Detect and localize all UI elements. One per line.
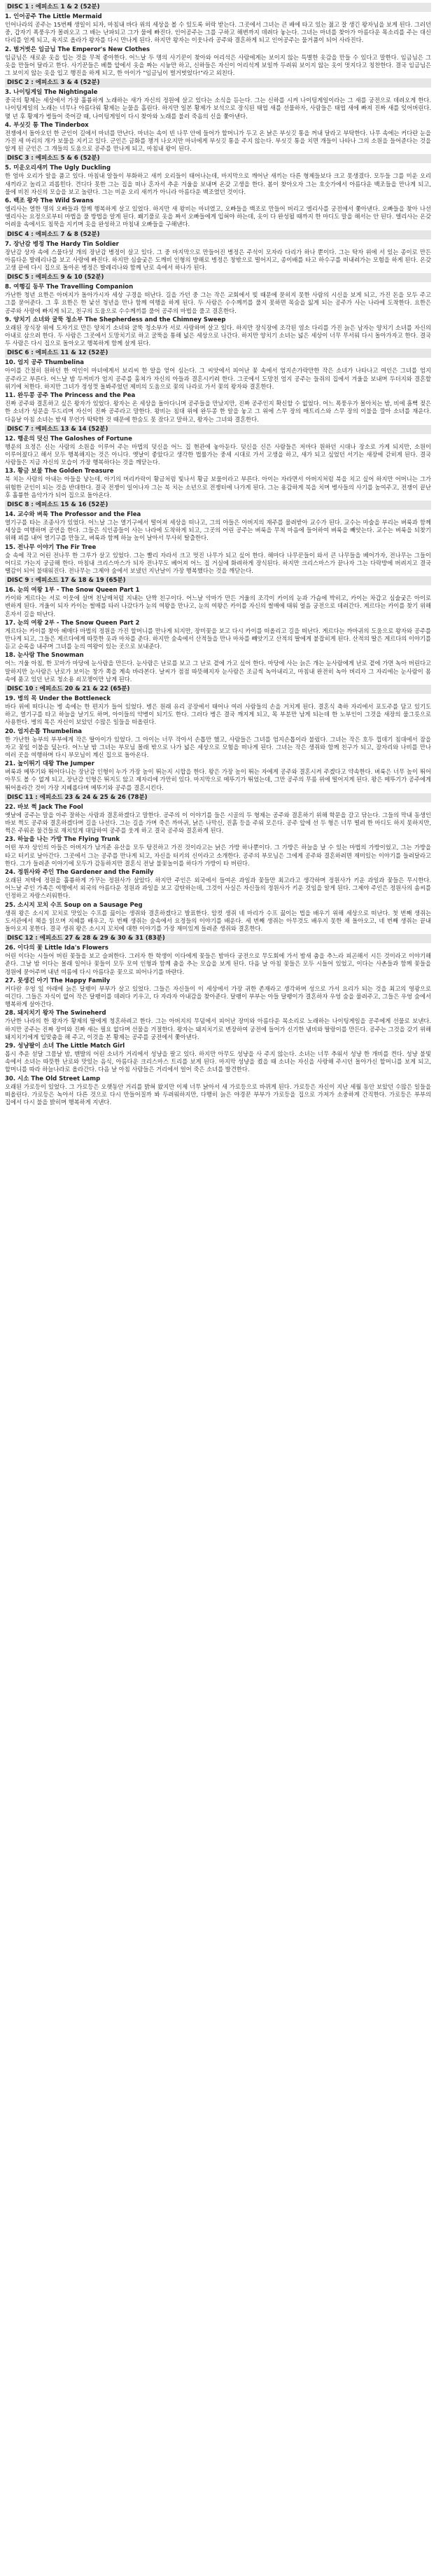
- story-title: 4. 부싯깃 통 The Tinderbox: [5, 121, 89, 129]
- disc-section: [5, 793, 431, 933]
- story-title: 14. 교수와 벼룩 The Professor and the Flea: [5, 510, 141, 518]
- story-description: 숲 속에 작고 어린 전나무 한 그루가 살고 있었다. 그는 빨리 자라서 크고 멋진 나무가 되고 싶어 한다. 해마다 나무꾼들이 와서 큰 나무들을 베어가자, 전나무는 그들이 어디로 가는지 궁금해 한다. 마침내 크리스마스가 되자 전나무도 베어져 어느 집 거실에 화려하게 장식된다. 하지만 크리스마스가 끝나자 그는 다락방에 버려지고 결국 땔감이 되어 불태워진다. 전나무는 그제야 숲에서 보냈던 지난날이 가장 행복했다는 것을 깨닫는다.: [5, 551, 431, 574]
- story-title: 26. 이다의 꽃 Little Ida's Flowers: [5, 945, 108, 952]
- story-description: 몹시 추운 섣달 그믐날 밤, 맨발의 어린 소녀가 거리에서 성냥을 팔고 있다. 하지만 아무도 성냥을 사 주지 않는다. 소녀는 너무 추워서 성냥 한 개비를 켠다. 성냥 불빛 속에서 소녀는 따뜻한 난로와 맛있는 음식, 아름다운 크리스마스 트리를 보게 된다. 마지막 성냥을 켰을 때 소녀는 자신을 사랑해 주시던 돌아가신 할머니를 보게 되고, 할머니를 따라 하늘나라로 올라간다. 다음 날 아침 사람들은 거리에서 얼어 죽은 소녀를 발견한다.: [5, 1050, 431, 1073]
- disc-section: [5, 576, 431, 683]
- story-description: 열기구를 타는 조종사가 있었다. 어느날 그는 열기구에서 떨어져 세상을 떠나고, 그의 아들은 아버지의 재주를 물려받아 교수가 된다. 교수는 마술을 부리는 벼룩과 함께 세상을 여행하며 공연을 한다. 그들은 식인종들이 사는 나라에 도착하게 되고, 그곳의 어린 공주는 벼룩을 무척 마음에 들어하여 벼룩을 빼앗는다. 교수는 벼룩을 되찾기 위해 꾀를 내어 열기구를 만들고, 벼룩과 함께 하늘 높이 날아서 무사히 탈출한다.: [5, 518, 431, 542]
- disc-header: DISC 10 : 에피소드 20 & 21 & 22 (65분): [5, 685, 431, 694]
- disc-section: [5, 3, 431, 77]
- story-title: 25. 소시지 꼬치 수프 Soup on a Sausage Peg: [5, 901, 143, 909]
- disc-header: DISC 6 : 에피소드 11 & 12 (52분): [5, 349, 431, 358]
- disc-header: DISC 4 : 에피소드 7 & 8 (52분): [5, 230, 431, 239]
- disc-section: [5, 230, 431, 272]
- disc-header: DISC 1 : 에피소드 1 & 2 (52분): [5, 3, 431, 12]
- story-description: 카이와 게르다는 서로 이웃에 살며 친남매처럼 지내는 단짝 친구이다. 어느날 악마가 만든 거울의 조각이 카이의 눈과 가슴에 박히고, 카이는 차갑고 심술궂은 아이로 변하게 된다. 겨울이 되자 카이는 썰매를 타러 나갔다가 눈의 여왕을 만나고, 눈의 여왕은 카이를 자신의 썰매에 태워 얼음 궁전으로 데려간다. 게르다는 카이를 찾기 위해 혼자서 길을 떠난다.: [5, 594, 431, 618]
- story-title: 5. 미운오리새끼 The Ugly Duckling: [5, 165, 111, 172]
- story-description: 북 치는 사람의 아내는 아들을 낳는데, 아기의 머리카락이 황금처럼 빛나서 황금 보물이라고 부른다. 아이는 자라면서 아버지처럼 북을 치고 싶어 하지만 어머니는 그가 위험한 군인이 되는 것을 반대한다. 결국 전쟁이 일어나자 그는 북 치는 소년으로 전쟁터에 나가게 된다. 그는 용감하게 북을 치며 병사들의 사기를 높여주고, 전쟁이 끝난 후 훌륭한 음악가가 되어 집으로 돌아온다.: [5, 475, 431, 499]
- disc-section: [5, 425, 431, 499]
- story-title: 17. 눈의 여왕 2부 - The Snow Queen Part 2: [5, 619, 140, 627]
- story-description: 생쥐 왕은 소시지 꼬치로 맛있는 수프를 끓이는 생쥐와 결혼하겠다고 발표한다. 암컷 생쥐 네 마리가 수프 끓이는 법을 배우기 위해 세상으로 떠난다. 첫 번째 생쥐는 도서관에서 책을 읽으며 지혜를 배우고, 두 번째 생쥐는 숲속에서 요정들의 이야기를 배운다. 세 번째 생쥐는 아무것도 배우지 못한 채 돌아오고, 네 번째 생쥐는 끝내 돌아오지 못한다. 결국 생쥐 왕은 소시지 꼬치에 대한 이야기를 가장 재미있게 들려준 생쥐와 결혼한다.: [5, 909, 431, 933]
- disc-header: DISC 9 : 에피소드 17 & 18 & 19 (65분): [5, 576, 431, 585]
- story-title: 7. 장난감 병정 The Hardy Tin Soldier: [5, 240, 119, 248]
- story-title: 16. 눈의 여왕 1부 - The Snow Queen Part 1: [5, 587, 140, 594]
- story-title: 18. 눈사람 The Snowman: [5, 652, 84, 660]
- story-title: 29. 성냥팔이 소녀 The Little Match Girl: [5, 1043, 125, 1050]
- story-description: 벼룩과 메뚜기와 뛰어다니는 장난감 인형이 누가 가장 높이 뛰는지 시합을 한다. 왕은 가장 높이 뛰는 자에게 공주와 결혼시켜 주겠다고 약속한다. 벼룩은 너무 높이 뛰어 아무도 볼 수 없게 되고, 장난감 인형은 뛰지도 않고 제자리에 가만히 있다. 마지막으로 메뚜기가 뛰었는데, 그만 공주의 무릎 위에 떨어지게 된다. 왕은 메뚜기가 공주에게 뛰어올라간 것이 가장 지혜롭다며 메뚜기와 공주를 결혼시킨다.: [5, 768, 431, 791]
- story-description: 장난감 상자 속에 스물다섯 개의 장난감 병정이 살고 있다. 그 중 마지막으로 만들어진 병정은 주석이 모자라 다리가 하나 뿐이다. 그는 탁자 위에 서 있는 종이로 만든 아름다운 발레리나를 보고 사랑에 빠진다. 하지만 심술궂은 도깨비 인형의 방해로 병정은 창밖으로 떨어지고, 종이배를 타고 하수구를 떠내려가는 모험을 하게 된다. 온갖 고생 끝에 다시 집으로 돌아온 병정은 발레리나와 함께 난로 속에서 하나가 된다.: [5, 248, 431, 272]
- story-title: 8. 여행길 동무 The Travelling Companion: [5, 284, 134, 291]
- story-description: 어느 겨울 아침, 한 꼬마가 마당에 눈사람을 만든다. 눈사람은 난로를 보고 그 난로 곁에 가고 싶어 한다. 마당에 사는 늙은 개는 눈사람에게 난로 곁에 가면 녹아 버린다고 말하지만 눈사람은 난로가 보이는 창가 쪽을 계속 바라본다. 날씨가 점점 따뜻해지자 눈사람은 조금씩 녹아내리고, 마침내 완전히 녹아 버리자 그 자리에는 눈사람이 몸 속에 품고 있던 난로 청소용 쇠꼬챙이만 남게 된다.: [5, 660, 431, 683]
- disc-section: [5, 934, 431, 1106]
- story-description: 오래된 가로등이 있었다. 그 가로등은 오랫동안 거리를 밝혀 왔지만 이제 너무 낡아서 새 가로등으로 바뀌게 된다. 가로등은 자신이 지난 세월 동안 보았던 수많은 일들을 떠올린다. 가로등은 녹아서 다른 것으로 다시 만들어질까 봐 두려워하지만, 다행히 늙은 야경꾼 부부가 가로등을 집으로 가져가 소중하게 간직한다. 가로등은 부부의 집에서 다시 불을 밝히며 행복하게 지낸다.: [5, 1082, 431, 1106]
- disc-header: DISC 5 : 에피소드 9 & 10 (52분): [5, 273, 431, 282]
- story-title: 3. 나이팅게일 The Nightingale: [5, 89, 98, 97]
- story-title: 19. 병의 목 Under the Bottleneck: [5, 695, 111, 702]
- story-description: 한 가난한 농부의 부부에게 작은 딸아이가 있었다. 그 아이는 너무 작아서 손톱만 했고, 사람들은 그녀를 엄지손톱이라 불렀다. 그녀는 작은 호두 껍데기 침대에서 잠을 자고 꽃잎 이불을 덮는다. 어느날 밤 그녀는 부모님 몰래 밖으로 나가 넓은 세상으로 모험을 떠나게 된다. 그녀는 작은 생쥐와 함께 친구가 되고, 잠자리와 나비를 만나 여러 곳을 여행하며 다시 부모님이 계신 집으로 돌아온다.: [5, 735, 431, 758]
- story-description: 옛날에 공주는 말을 아주 잘하는 사람과 결혼하겠다고 말한다. 공주의 이 이야기를 들은 시골의 두 형제는 공주와 결혼하기 위해 학문을 갈고 닦는다. 그들의 막내 동생인 바보 쩍도 공주와 결혼하겠다며 길을 나선다. 그는 길을 가며 죽은 까마귀, 낡은 나막신, 진흙 등을 주워 모은다. 공주 앞에 선 두 형은 너무 떨려 한 마디도 하지 못하지만, 쩍은 주워온 물건들로 재치있게 대답하여 공주를 웃게 하고 결국 공주와 결혼하게 된다.: [5, 811, 431, 835]
- story-description: 바다 위에 떠다니는 병 속에는 한 편지가 들어 있었다. 병은 원래 유리 공장에서 태어나 여러 사람들의 손을 거치게 된다. 결혼식 축하 자리에서 포도주를 담고 있기도 하고, 열기구를 타고 하늘을 날기도 하며, 아이들의 약병이 되기도 한다. 그러다 병은 결국 깨지게 되고, 목 부분만 남게 되는데 한 노부인이 그것을 새장의 물그릇으로 사용한다. 병의 목은 자신이 보았던 수많은 일들을 떠올린다.: [5, 702, 431, 726]
- story-title: 30. 시소 The Old Street Lamp: [5, 1075, 101, 1082]
- disc-header: DISC 11 : 에피소드 23 & 24 & 25 & 26 (78분): [5, 793, 431, 802]
- disc-header: DISC 7 : 에피소드 13 & 14 (52분): [5, 425, 431, 434]
- story-title: 27. 못생긴 아기 The Happy Family: [5, 977, 111, 984]
- story-description: 한 엄마 오리가 알을 품고 있다. 마침내 알들이 부화하고 새끼 오리들이 태어나는데, 마지막으로 깨어난 새끼는 다른 형제들보다 크고 못생겼다. 모두들 그를 미운 오리 새끼라고 놀리고 괴롭힌다. 견디다 못한 그는 집을 떠나 혼자서 추운 겨울을 보내며 온갖 고생을 한다. 봄이 찾아오자 그는 호숫가에서 아름다운 백조들을 만나게 되고, 물에 비친 자신의 모습을 보고 놀란다. 그는 미운 오리 새끼가 아니라 아름다운 백조였던 것이다.: [5, 172, 431, 195]
- disc-header: DISC 12 : 에피소드 27 & 28 & 29 & 30 & 31 (83분): [5, 934, 431, 943]
- story-description: 어린 이다는 시들어 버린 꽃들을 보고 슬퍼한다. 그러자 한 학생이 이다에게 꽃들은 밤마다 궁전으로 무도회에 가서 밤새 춤을 추느라 피곤해서 시든 것이라고 이야기해 준다. 그날 밤 이다는 몰래 일어나 꽃들이 모두 모여 인형과 함께 춤을 추는 모습을 보게 된다. 다음 날 아침 꽃들은 모두 시들어 있었고, 이다는 사촌들과 함께 꽃들을 정원에 묻어주며 내년 여름에 다시 아름다운 꽃으로 피어나기를 바란다.: [5, 952, 431, 975]
- story-description: 가난한 청년 요한은 아버지가 돌아가시자 세상 구경을 떠난다. 길을 가던 중 그는 작은 교회에서 빚 때문에 묻히지 못한 사람의 시신을 보게 되고, 가진 돈을 모두 주고 그를 묻어준다. 그 후 요한은 한 낯선 청년을 만나 함께 여행을 하게 된다. 두 사람은 수수께끼를 풀지 못하면 목숨을 잃게 되는 공주가 사는 나라에 도착한다. 요한은 공주와 사랑에 빠지게 되고, 친구의 도움으로 수수께끼를 풀어 공주의 마법을 풀고 결혼한다.: [5, 291, 431, 314]
- story-description: 임금님은 새로운 옷을 입는 것을 무척 좋아한다. 어느날 두 명의 사기꾼이 찾아와 어리석은 사람에게는 보이지 않는 특별한 옷감을 만들 수 있다고 말한다. 임금님은 그 옷을 만들어 달라고 한다. 사기꾼들은 베틀 앞에서 옷을 짜는 시늉만 하고, 신하들은 자신이 어리석게 보일까 두려워 보이지 않는 옷이 멋지다고 칭찬한다. 결국 임금님은 그 보이지 않는 옷을 입고 행진을 하게 되고, 한 아이가 "임금님이 벌거벗었다!"라고 외친다.: [5, 53, 431, 77]
- story-description: 행운의 요정은 신는 사람의 소원을 이루어 주는 마법의 덧신을 어느 집 현관에 놓아둔다. 덧신을 신은 사람들은 저마다 원하던 시대나 장소로 가게 되지만, 소원이 이루어졌다고 해서 모두 행복해지는 것은 아니다. 옛날이 좋았다고 생각한 법률가는 중세 시대로 가서 고생을 하고, 새가 되고 싶었던 서기는 새장에 갇히게 된다. 결국 사람들은 지금 자신의 모습이 가장 행복하다는 것을 깨닫는다.: [5, 443, 431, 466]
- document-page: [0, 0, 436, 1112]
- story-title: 6. 백조 왕자 The Wild Swans: [5, 197, 94, 205]
- story-description: 전쟁에서 돌아오던 한 군인이 길에서 마녀를 만난다. 마녀는 속이 빈 나무 안에 들어가 할머니가 두고 온 낡은 부싯깃 통을 꺼내 달라고 부탁한다. 나무 속에는 커다란 눈을 가진 세 마리의 개가 보물을 지키고 있다. 군인은 금화를 챙겨 나오지만 마녀에게 부싯깃 통을 주지 않는다. 부싯깃 통을 치면 개들이 나타나 그의 소원을 들어준다는 것을 알게 된 군인은 그 개들의 도움으로 공주를 만나게 되고, 마침내 왕이 된다.: [5, 129, 431, 153]
- story-title: 12. 행운의 덧신 The Galoshes of Fortune: [5, 435, 132, 443]
- disc-section: [5, 685, 431, 792]
- story-description: 엘리사는 열한 명의 오빠들과 함께 행복하게 살고 있었다. 하지만 새 왕비는 마녀였고, 오빠들을 백조로 만들어 버리고 엘리사를 궁전에서 쫓아낸다. 오빠들을 찾아 나선 엘리사는 요정으로부터 마법을 풀 방법을 알게 된다. 쐐기풀로 옷을 짜서 오빠들에게 입혀야 하는데, 옷이 다 완성될 때까지 한 마디도 말을 해서는 안 된다. 엘리사는 온갖 어려움 속에서도 침묵을 지키며 옷을 완성하고 마침내 오빠들을 구해낸다.: [5, 205, 431, 228]
- disc-header: DISC 2 : 에피소드 3 & 4 (52분): [5, 78, 431, 88]
- story-description: 가난한 나라의 한 왕자가 황제의 딸에게 청혼하려고 한다. 그는 아버지의 무덤에서 피어난 장미와 아름다운 목소리로 노래하는 나이팅게일을 공주에게 선물로 보낸다. 하지만 공주는 진짜 장미와 진짜 새는 필요 없다며 선물을 거절한다. 왕자는 돼지치기로 변장하여 궁전에 들어가 신기한 냄비와 딸랑이를 만든다. 공주는 그것을 갖기 위해 돼지치기에게 입맞춤을 해 주고, 이것을 본 황제는 공주를 궁전에서 쫓아낸다.: [5, 1017, 431, 1040]
- story-title: 22. 바보 쩍 Jack The Fool: [5, 803, 83, 811]
- story-description: 오래된 저택에 정원을 훌륭하게 가꾸는 정원사가 살았다. 하지만 주인은 외국에서 들여온 과일과 꽃들만 최고라고 생각하며 정원사가 키운 과일과 꽃들은 무시한다. 어느날 주인 가족은 여행에서 외국의 아름다운 정원과 과일을 보고 감탄하는데, 그것이 사실은 자신들의 정원사가 키운 것임을 알게 된다. 그제야 주인은 정원사의 솜씨를 인정하고 자랑스러워한다.: [5, 877, 431, 900]
- story-title: 20. 엄지손톱 Thumbelina: [5, 727, 83, 735]
- disc-section: [5, 154, 431, 228]
- story-title: 11. 완두콩 공주 The Princess and the Pea: [5, 392, 136, 400]
- story-title: 21. 높이뛰기 대왕 The Jumper: [5, 760, 94, 768]
- story-title: 13. 황금 보물 The Golden Treasure: [5, 468, 114, 475]
- disc-section: [5, 349, 431, 423]
- story-description: 인어나라의 공주는 15번째 생일이 되자, 마침내 바다 위의 세상을 볼 수 있도록 허락 받는다. 그곳에서 그녀는 큰 배에 타고 있는 젊고 잘 생긴 왕자님을 보게 된다. 그러던 중, 갑자기 폭풍우가 몰려오고 그 배는 난파되고 그가 물에 빠진다. 인어공주는 그를 구하고 해변까지 데려다 놓는다. 그녀는 마녀를 찾아가 아름다운 목소리를 주는 대신 다리를 얻게 되고, 육지로 올라가 왕자를 다시 만나게 된다. 하지만 왕자는 이웃나라 공주와 결혼하게 되고 인어공주는 물거품이 되어 사라진다.: [5, 21, 431, 44]
- story-title: 28. 돼지치기 왕자 The Swineherd: [5, 1010, 106, 1017]
- story-description: 아이를 간절히 원하던 한 여인이 마녀에게서 보리씨 한 알을 얻어 심는다. 그 씨앗에서 피어난 꽃 속에서 엄지손가락만한 작은 소녀가 나타나고 여인은 그녀를 엄지 공주라고 부른다. 어느날 밤 두꺼비가 엄지 공주를 훔쳐가 자신의 아들과 결혼시키려 한다. 그곳에서 도망친 엄지 공주는 들쥐의 집에서 겨울을 보내며 두더지와 결혼할 위기에 처한다. 하지만 그녀가 정성껏 돌봐주었던 제비의 도움으로 꽃의 나라로 가서 꽃의 왕자와 결혼한다.: [5, 367, 431, 390]
- story-title: 10. 엄지 공주 Thumbelina: [5, 359, 85, 367]
- story-description: 게르다는 카이를 찾아 헤매다 마법의 정원을 가진 할머니를 만나게 되지만, 장미꽃을 보고 다시 카이를 떠올리고 길을 떠난다. 게르다는 까마귀의 도움으로 왕자와 공주를 만나게 되고, 그들은 게르다에게 따뜻한 옷과 마차를 준다. 하지만 숲속에서 산적들을 만나 마차를 빼앗기고 산적의 딸에게 붙잡히게 된다. 산적의 딸은 게르다의 이야기를 듣고 순록을 내주며 그녀를 눈의 여왕이 있는 곳으로 보내준다.: [5, 627, 431, 650]
- story-description: 진짜 공주와 결혼하고 싶은 왕자가 있었다. 왕자는 온 세상을 돌아다니며 공주들을 만났지만, 진짜 공주인지 확신할 수 없었다. 어느 폭풍우가 몰아치는 밤, 비에 흠뻑 젖은 한 소녀가 성문을 두드리며 자신이 진짜 공주라고 말한다. 왕비는 침대 위에 완두콩 한 알을 놓고 그 위에 스무 장의 매트리스와 스무 장의 이불을 깔아 소녀를 재운다. 다음날 아침 소녀는 밤새 무언가 딱딱한 것 때문에 한숨도 못 잤다고 말하고, 왕자는 그녀와 결혼한다.: [5, 400, 431, 423]
- story-title: 23. 하늘을 나는 가방 The Flying Trunk: [5, 836, 120, 844]
- story-title: 24. 정원사와 주인 The Gardener and the Family: [5, 869, 154, 877]
- story-description: 오래된 장식장 위에 도자기로 만든 양치기 소녀와 굴뚝 청소부가 서로 사랑하며 살고 있다. 하지만 장식장에 조각된 염소 다리를 가진 늙은 남자는 양치기 소녀를 자신의 아내로 삼으려 한다. 두 사람은 그곳에서 도망치기로 하고 굴뚝을 통해 넓은 세상으로 나간다. 하지만 양치기 소녀는 넓은 세상이 너무 무서워 다시 돌아가자고 한다. 결국 두 사람은 다시 집으로 돌아오고 행복하게 함께 살게 된다.: [5, 323, 431, 347]
- disc-section: [5, 501, 431, 575]
- story-description: 중국의 황제는 세상에서 가장 훌륭하게 노래하는 새가 자신의 정원에 살고 있다는 소식을 듣는다. 그는 신하를 시켜 나이팅게일이라는 그 새를 궁전으로 데려오게 한다. 나이팅게일의 노래는 너무나 아름다워 황제는 눈물을 흘린다. 하지만 일본 황제가 보석으로 장식된 태엽 새를 선물하자, 사람들은 태엽 새에 빠져 진짜 새를 잊어버린다. 몇 년 후 황제가 병들어 죽어갈 때, 나이팅게일이 다시 찾아와 노래를 불러 죽음의 신을 쫓아낸다.: [5, 97, 431, 120]
- disc-header: DISC 3 : 에피소드 5 & 6 (52분): [5, 154, 431, 163]
- story-description: 커다란 우엉 잎 아래에 늙은 달팽이 부부가 살고 있었다. 그들은 자신들이 이 세상에서 가장 귀한 존재라고 생각하며 성으로 가서 요리가 되는 것을 최고의 영광으로 여긴다. 그들은 자식이 없어 작은 달팽이를 데려다 키우고, 다 자라자 아내감을 찾아준다. 달팽이 부부는 아들 달팽이가 결혼하자 우엉 숲을 물려주고, 그들은 우엉 숲에서 행복하게 살아간다.: [5, 984, 431, 1008]
- disc-header: DISC 8 : 에피소드 15 & 16 (52분): [5, 501, 431, 510]
- story-title: 2. 벌거벗은 임금님 The Emperor's New Clothes: [5, 46, 150, 53]
- story-title: 15. 전나무 이야기 The Fir Tree: [5, 543, 97, 551]
- story-description: 어떤 부자 상인의 아들은 아버지가 남겨준 유산을 모두 탕진하고 가진 것이라고는 낡은 가방 하나뿐이다. 그 가방은 하늘을 날 수 있는 마법의 가방이었고, 그는 가방을 타고 터키로 날아간다. 그곳에서 그는 공주를 만나게 되고, 자신을 터키의 신이라고 소개한다. 공주의 부모님은 그에게 공주와 결혼하려면 재미있는 이야기를 들려달라고 한다. 그가 들려준 이야기에 모두가 감동하지만 결혼식 전날 불꽃놀이를 하다가 가방이 타 버린다.: [5, 844, 431, 867]
- disc-section: [5, 78, 431, 153]
- story-title: 1. 인어공주 The Little Mermaid: [5, 13, 102, 20]
- story-title: 9. 양치기 소녀와 굴뚝 청소부 The Shepherdess and the Chimney Sweep: [5, 316, 226, 323]
- disc-section: [5, 273, 431, 347]
